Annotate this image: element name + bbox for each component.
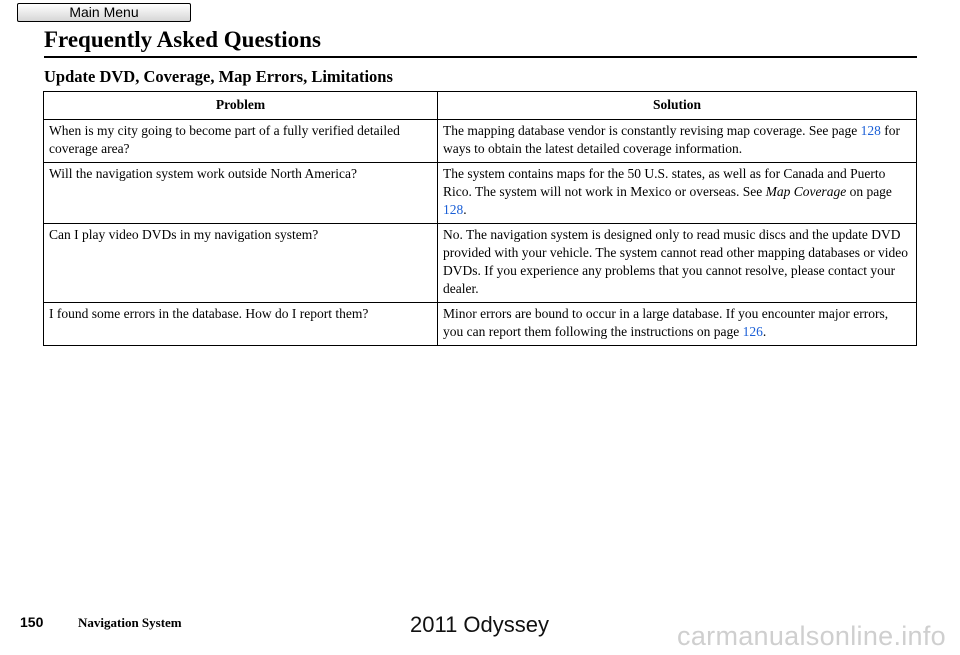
problem-cell: I found some errors in the database. How do I report them? <box>44 303 438 346</box>
page-number: 150 <box>20 614 44 630</box>
solution-cell <box>438 224 917 303</box>
solution-text-after: for ways to obtain the latest detailed coverage information. <box>443 123 900 156</box>
solution-text: Minor errors are bound to occur in a large database. If you encounter major errors, you can report them following the instructions on page <box>443 306 889 339</box>
site-watermark: carmanualsonline.info <box>677 621 946 651</box>
table-row <box>44 163 917 224</box>
table-row <box>44 224 917 303</box>
solution-text-mid: on page <box>846 184 892 199</box>
problem-cell: When is my city going to become part of a fully verified detailed coverage area? <box>44 120 438 163</box>
table-header-row <box>44 92 917 120</box>
solution-text: The system contains maps for the 50 U.S. states, as well as for Canada and Puerto Rico. The system will not work in Mexico or overseas. See <box>443 166 886 199</box>
page-link[interactable]: 126 <box>742 324 763 339</box>
page-link[interactable]: 128 <box>860 123 881 138</box>
solution-cell <box>438 120 917 163</box>
problem-cell: Can I play video DVDs in my navigation system? <box>44 224 438 303</box>
solution-text: The mapping database vendor is constantly revising map coverage. See page <box>443 123 861 138</box>
problem-cell: Will the navigation system work outside North America? <box>44 163 438 224</box>
solution-cell <box>438 303 917 346</box>
page-title: Frequently Asked Questions <box>44 27 321 52</box>
table-row <box>44 120 917 163</box>
title-divider <box>44 56 917 58</box>
solution-text-after: . <box>463 202 467 217</box>
section-title: Update DVD, Coverage, Map Errors, Limitations <box>44 67 393 86</box>
main-menu-button[interactable]: Main Menu <box>17 3 191 22</box>
solution-text-after: . <box>762 324 767 339</box>
table-row <box>44 303 917 346</box>
solution-cell <box>438 163 917 224</box>
column-header-problem: Problem <box>44 92 438 120</box>
faq-table <box>43 91 917 346</box>
solution-reference-title: Map Coverage <box>765 184 847 199</box>
page-link[interactable]: 128 <box>443 202 464 217</box>
column-header-solution: Solution <box>438 92 917 120</box>
model-label: 2011 Odyssey <box>410 612 550 637</box>
solution-text: No. The navigation system is designed only to read music discs and the update DVD provided with your vehicle. The system cannot read other mapping databases or video DVDs. If you experience any problems that you cannot resolve, please contact your dealer. <box>443 227 908 296</box>
footer-section-label: Navigation System <box>78 615 182 630</box>
